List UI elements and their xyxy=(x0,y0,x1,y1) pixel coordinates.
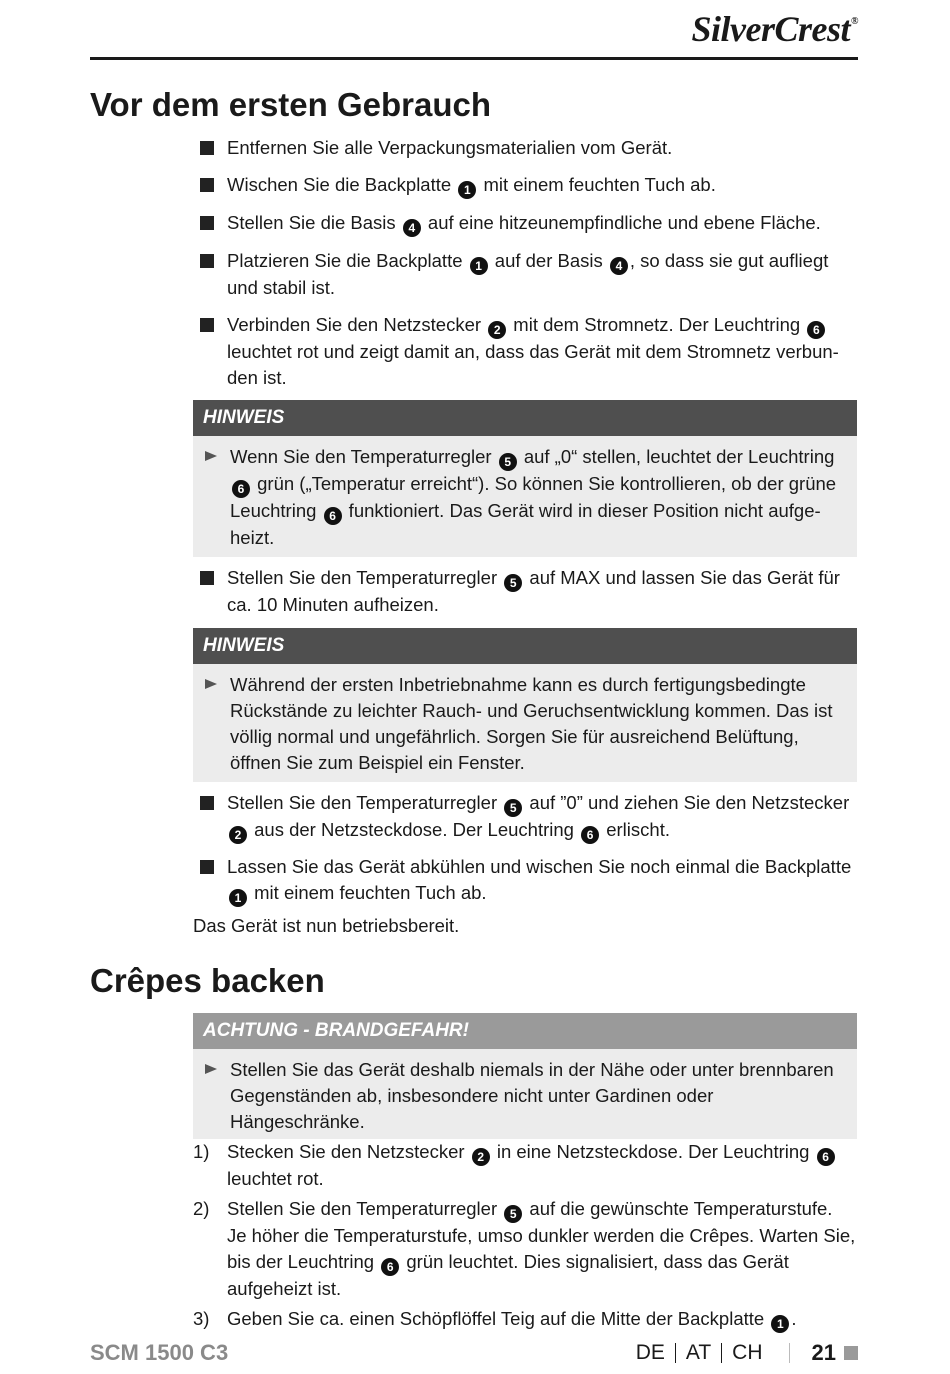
list-item-text: Stellen Sie den Temperaturregler 5 auf ”0” und ziehen Sie den Netzstecker 2 aus der Netzsteckdose. Der Leuchtring 6 erlischt. xyxy=(227,792,850,842)
page-marker-icon xyxy=(844,1346,858,1360)
list-item xyxy=(193,854,857,907)
part-number-icon: 5 xyxy=(499,453,517,471)
country-code: DE xyxy=(635,1341,665,1364)
part-number-icon: 5 xyxy=(504,1205,522,1223)
list-item xyxy=(193,790,857,844)
part-number-icon: 1 xyxy=(771,1315,789,1333)
warning-text: Stellen Sie das Gerät deshalb niemals in der Nähe oder unter brennbaren Gegenständen ab, insbesondere nicht unter Gardinen oder Hängeschränke. xyxy=(230,1059,834,1132)
list-item xyxy=(193,248,857,301)
part-number-icon: 2 xyxy=(229,826,247,844)
part-number-icon: 6 xyxy=(817,1148,835,1166)
square-bullet-icon xyxy=(200,178,214,192)
step-number: 3) xyxy=(193,1308,210,1329)
part-number-icon: 4 xyxy=(610,257,628,275)
list-item xyxy=(193,312,857,391)
list-item-text: Verbinden Sie den Netzstecker 2 mit dem Stromnetz. Der Leuchtring 6 leuchtet rot und zeigt damit an, dass das Gerät mit dem Stromnetz verbun-den ist. xyxy=(227,314,839,388)
part-number-icon: 1 xyxy=(458,181,476,199)
footer-page-info xyxy=(636,1340,858,1366)
section-title-crepes: Crêpes backen xyxy=(90,962,325,999)
note-heading: HINWEIS xyxy=(193,400,857,436)
part-number-icon: 4 xyxy=(403,219,421,237)
list-item-text: Platzieren Sie die Backplatte 1 auf der Basis 4 , so dass sie gut aufliegt und stabil ist. xyxy=(227,250,829,298)
section-crepes-content xyxy=(193,1013,857,1333)
warning-box xyxy=(193,1013,857,1139)
square-bullet-icon xyxy=(200,571,214,585)
list-item-text: Entfernen Sie alle Verpackungsmaterialien vom Gerät. xyxy=(227,137,673,158)
list-item xyxy=(193,565,857,618)
list-item xyxy=(193,135,857,161)
part-number-icon: 6 xyxy=(381,1258,399,1276)
square-bullet-icon xyxy=(200,216,214,230)
list-item-text: Wischen Sie die Backplatte 1 mit einem feuchten Tuch ab. xyxy=(227,174,716,197)
part-number-icon: 1 xyxy=(470,257,488,275)
note-heading: HINWEIS xyxy=(193,628,857,664)
divider xyxy=(789,1343,790,1363)
divider xyxy=(721,1343,722,1363)
section-title-first-use: Vor dem ersten Gebrauch xyxy=(90,86,492,123)
list-item xyxy=(193,210,857,237)
list-item-text: Stellen Sie die Basis 4 auf eine hitzeunempfindliche und ebene Fläche. xyxy=(227,212,821,235)
square-bullet-icon xyxy=(200,141,214,155)
square-bullet-icon xyxy=(200,860,214,874)
first-use-list xyxy=(193,565,857,618)
part-number-icon: 5 xyxy=(504,574,522,592)
warning-body xyxy=(193,1049,857,1139)
header-rule xyxy=(90,57,858,60)
list-item xyxy=(193,172,857,199)
list-item-text: Stellen Sie den Temperaturregler 5 auf MAX und lassen Sie das Gerät für ca. 10 Minuten aufheizen. xyxy=(227,567,840,615)
part-number-icon: 2 xyxy=(488,321,506,339)
note-text: Wenn Sie den Temperaturregler 5 auf „0“ stellen, leuchtet der Leuchtring 6 grün („Temperatur erreicht“). So können Sie kontrollieren, ob der grüne Leuchtring 6 funktioniert. Das Gerät wird in dieser Position nicht aufge-heizt. xyxy=(230,446,837,548)
arrow-bullet-icon xyxy=(205,451,217,461)
ready-statement: Das Gerät ist nun betriebsbereit. xyxy=(193,915,460,936)
part-number-icon: 5 xyxy=(504,799,522,817)
part-number-icon: 6 xyxy=(324,507,342,525)
arrow-bullet-icon xyxy=(205,679,217,689)
country-code: CH xyxy=(732,1341,763,1364)
part-number-icon: 6 xyxy=(581,826,599,844)
step-text: Geben Sie ca. einen Schöpflöffel Teig auf die Mitte der Backplatte 1 . xyxy=(227,1308,797,1331)
page-number: 21 xyxy=(811,1340,836,1365)
note-text: Während der ersten Inbetriebnahme kann es durch fertigungsbedingte Rückstände zu leichter Rauch- und Geruchsentwicklung kommen. Das ist völlig normal und ungefährlich. Sorgen Sie für ausreichend Belüftung, öffnen Sie zum Beispiel ein Fenster. xyxy=(230,674,833,773)
step-text: Stellen Sie den Temperaturregler 5 auf die gewünschte Temperaturstufe. Je höher die Temperaturstufe, umso dunkler werden die Crêpes. Warten Sie, bis der Leuchtring 6 grün leuchtet. Dies signalisiert, dass das Gerät aufgeheizt ist. xyxy=(227,1198,856,1299)
step-number: 2) xyxy=(193,1198,210,1219)
part-number-icon: 2 xyxy=(472,1148,490,1166)
country-code: AT xyxy=(685,1341,712,1364)
part-number-icon: 1 xyxy=(229,889,247,907)
list-item-text: Lassen Sie das Gerät abkühlen und wischen Sie noch einmal die Backplatte 1 mit einem feuchten Tuch ab. xyxy=(227,856,852,905)
footer-model-number: SCM 1500 C3 xyxy=(90,1340,229,1365)
step-number: 1) xyxy=(193,1141,210,1162)
crepes-steps-list xyxy=(193,1139,857,1333)
note-box xyxy=(193,628,857,782)
step-item xyxy=(193,1306,857,1333)
step-item xyxy=(193,1196,857,1302)
first-use-list xyxy=(193,790,857,907)
square-bullet-icon xyxy=(200,254,214,268)
divider xyxy=(675,1343,676,1363)
warning-heading: ACHTUNG - BRANDGEFAHR! xyxy=(193,1013,857,1049)
step-text: Stecken Sie den Netzstecker 2 in eine Netzsteckdose. Der Leuchtring 6 leuchtet rot. xyxy=(227,1141,837,1189)
step-item xyxy=(193,1139,857,1192)
note-box xyxy=(193,400,857,557)
brand-logo: SilverCrest® xyxy=(691,9,858,49)
section-first-use-content xyxy=(193,135,857,939)
arrow-bullet-icon xyxy=(205,1064,217,1074)
part-number-icon: 6 xyxy=(807,321,825,339)
square-bullet-icon xyxy=(200,318,214,332)
square-bullet-icon xyxy=(200,796,214,810)
part-number-icon: 6 xyxy=(232,480,250,498)
note-body xyxy=(193,664,857,782)
first-use-list xyxy=(193,135,857,391)
note-body xyxy=(193,436,857,557)
